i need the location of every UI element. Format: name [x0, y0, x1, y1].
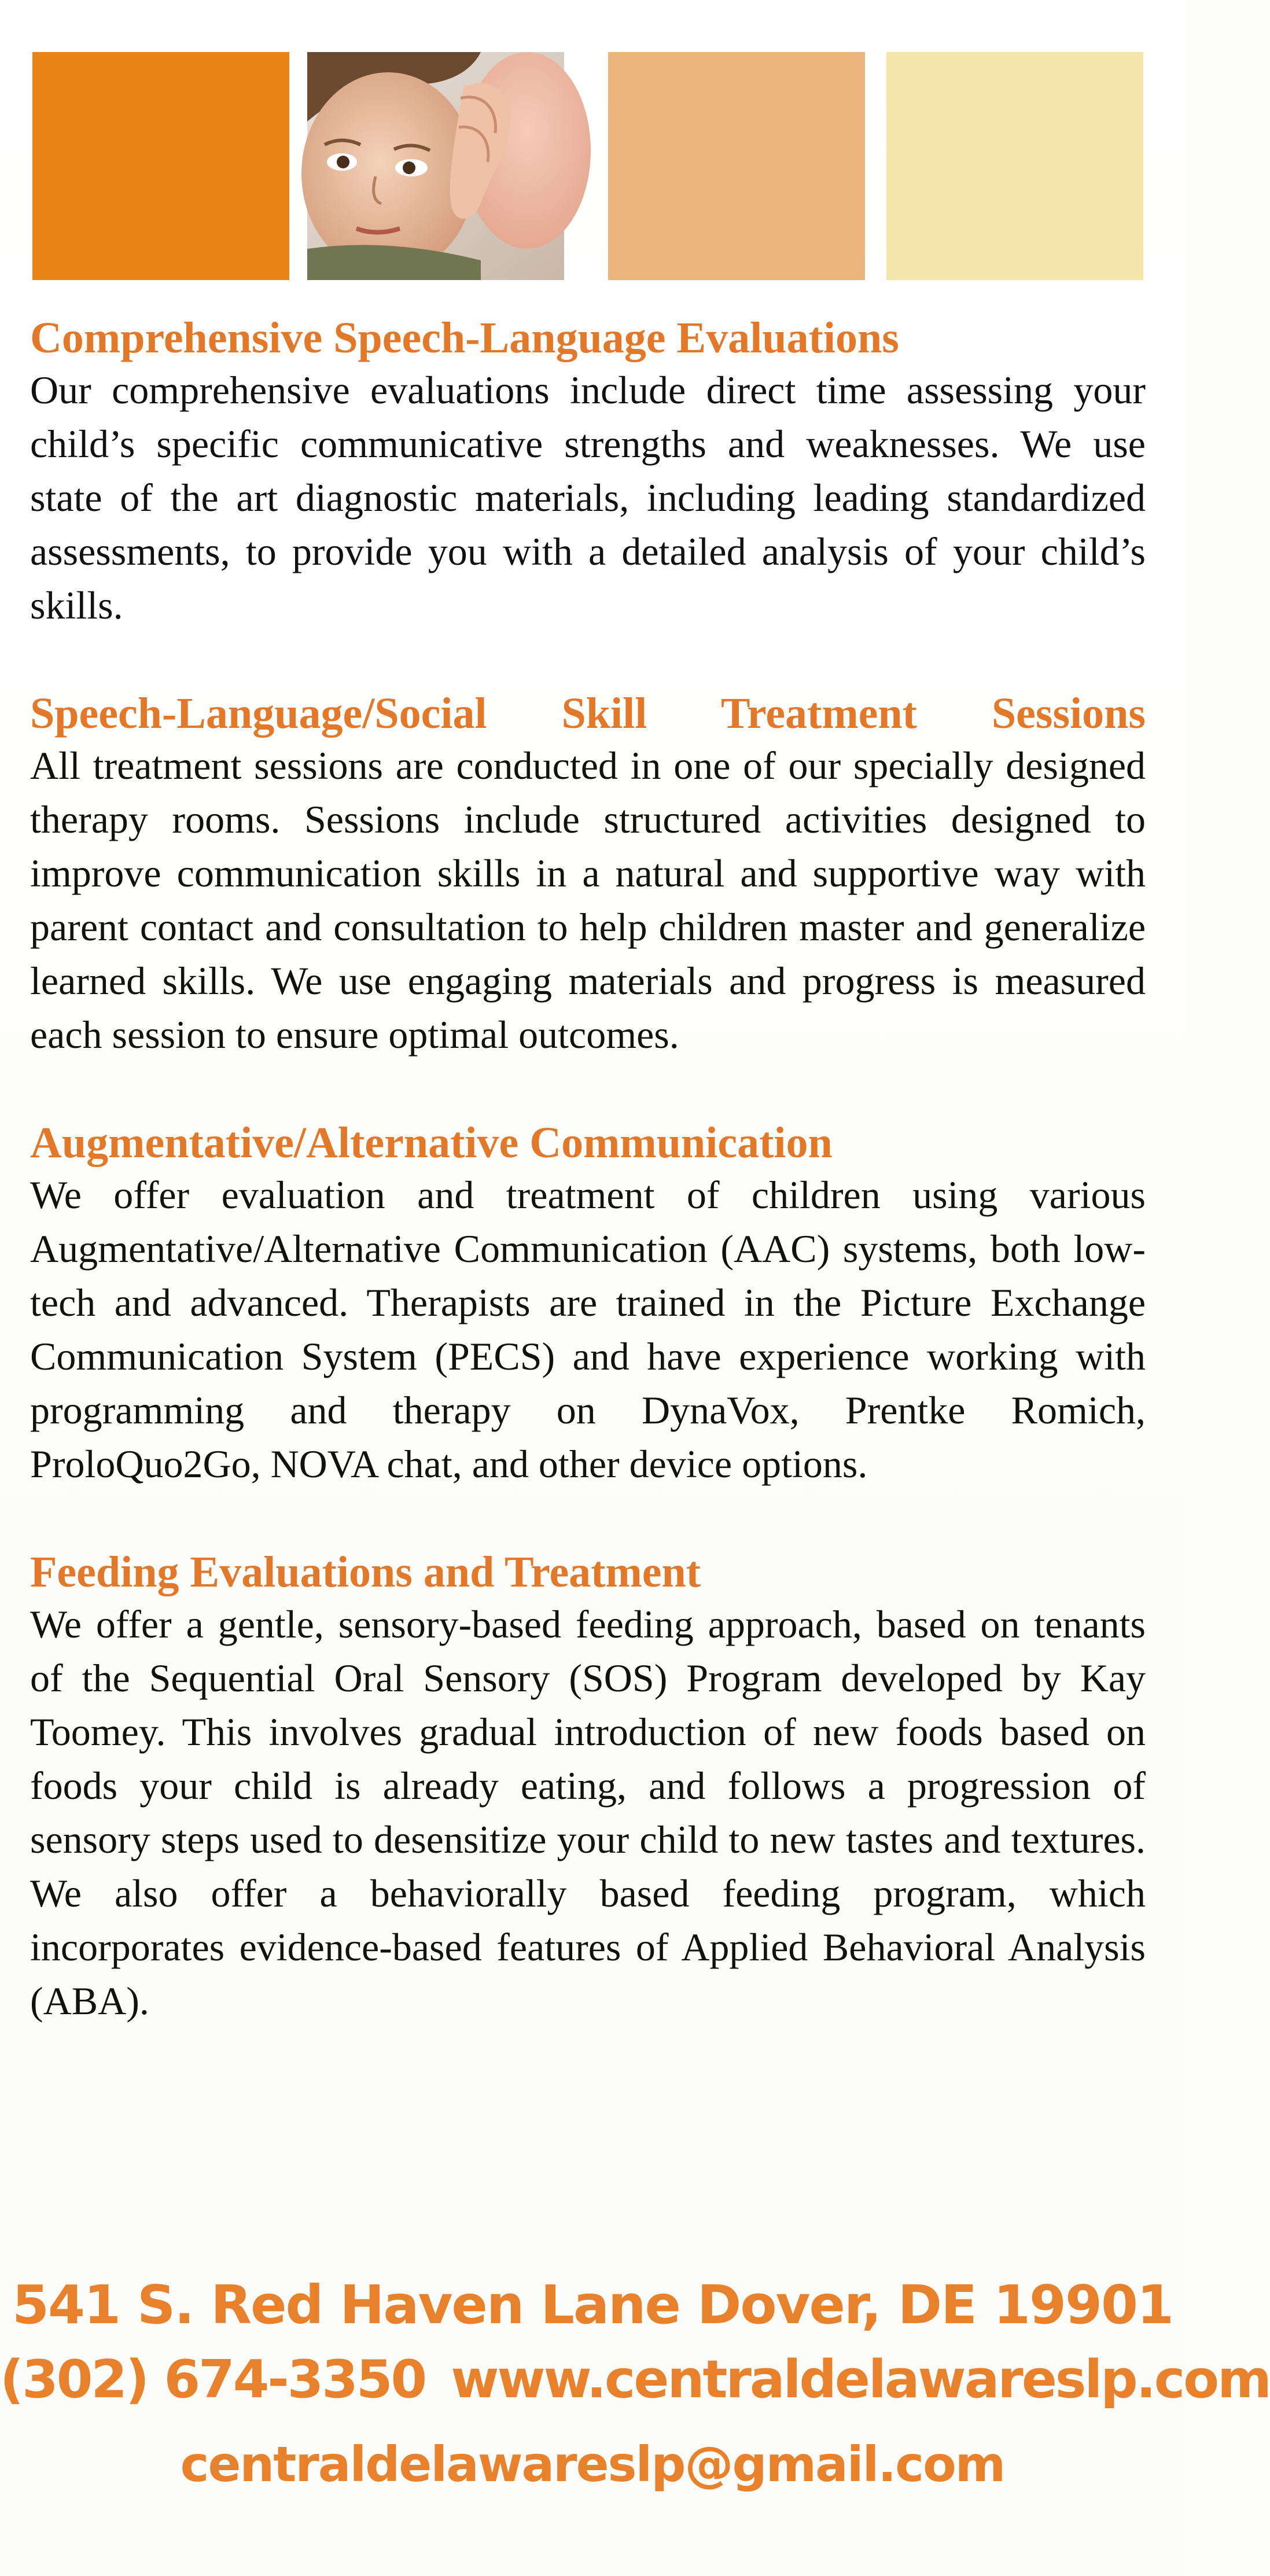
section-body: Our comprehensive evaluations include direct time assessing your child’s specific communicative strengths and weaknesses. We use state of the art diagnostic materials, including leading standardized assessments, to provide you with a detailed analysis of your child’s skills.: [30, 368, 1146, 627]
header-color-blocks: [32, 52, 1143, 280]
section-title: Comprehensive Speech-Language Evaluations: [30, 314, 899, 362]
section-aac: [30, 1117, 1146, 1491]
orange-color-block: [32, 52, 289, 280]
email-link[interactable]: centraldelawareslp@gmail.com: [180, 2436, 1005, 2493]
phone-text: (302) 674-3350: [0, 2349, 426, 2410]
phone-website-line: [0, 2349, 1270, 2410]
section-treatment-sessions: [30, 688, 1146, 1062]
section-feeding: [30, 1547, 1146, 2028]
child-whisper-photo: [307, 52, 564, 280]
section-evaluations: [30, 312, 1146, 632]
cream-color-block: [886, 52, 1143, 280]
website-link[interactable]: www.centraldelawareslp.com: [451, 2349, 1270, 2410]
section-title: Speech-Language/Social Skill Treatment Sessions: [30, 689, 1146, 738]
address-text: 541 S. Red Haven Lane Dover, DE 19901: [12, 2274, 1173, 2336]
section-body: We offer a gentle, sensory-based feeding approach, based on tenants of the Sequential Oral Sensory (SOS) Program developed by Kay Toomey. This involves gradual introduction of new foods based on foods your child is already eating, and follows a progression of sensory steps used to desensitize your child to new tastes and textures. We also offer a behaviorally based feeding program, which incorporates evidence-based features of Applied Behavioral Analysis (ABA).: [30, 1602, 1146, 2023]
section-body: All treatment sessions are conducted in one of our specially designed therapy rooms. Sessions include structured activities designed to improve communication skills in a natural and supportive way with parent contact and consultation to help children master and generalize learned skills. We use engaging materials and progress is measured each session to ensure optimal outcomes.: [30, 744, 1146, 1057]
services-content: [30, 312, 1146, 2084]
section-title: Feeding Evaluations and Treatment: [30, 1548, 701, 1596]
section-title: Augmentative/Alternative Communication: [30, 1118, 833, 1167]
section-body: We offer evaluation and treatment of children using various Augmentative/Alternative Communication (AAC) systems, both low-tech and advanced. Therapists are trained in the Picture Exchange Communication System (PECS) and have experience working with programming and therapy on DynaVox, Prentke Romich, ProloQuo2Go, NOVA chat, and other device options.: [30, 1173, 1146, 1486]
peach-color-block: [608, 52, 865, 280]
